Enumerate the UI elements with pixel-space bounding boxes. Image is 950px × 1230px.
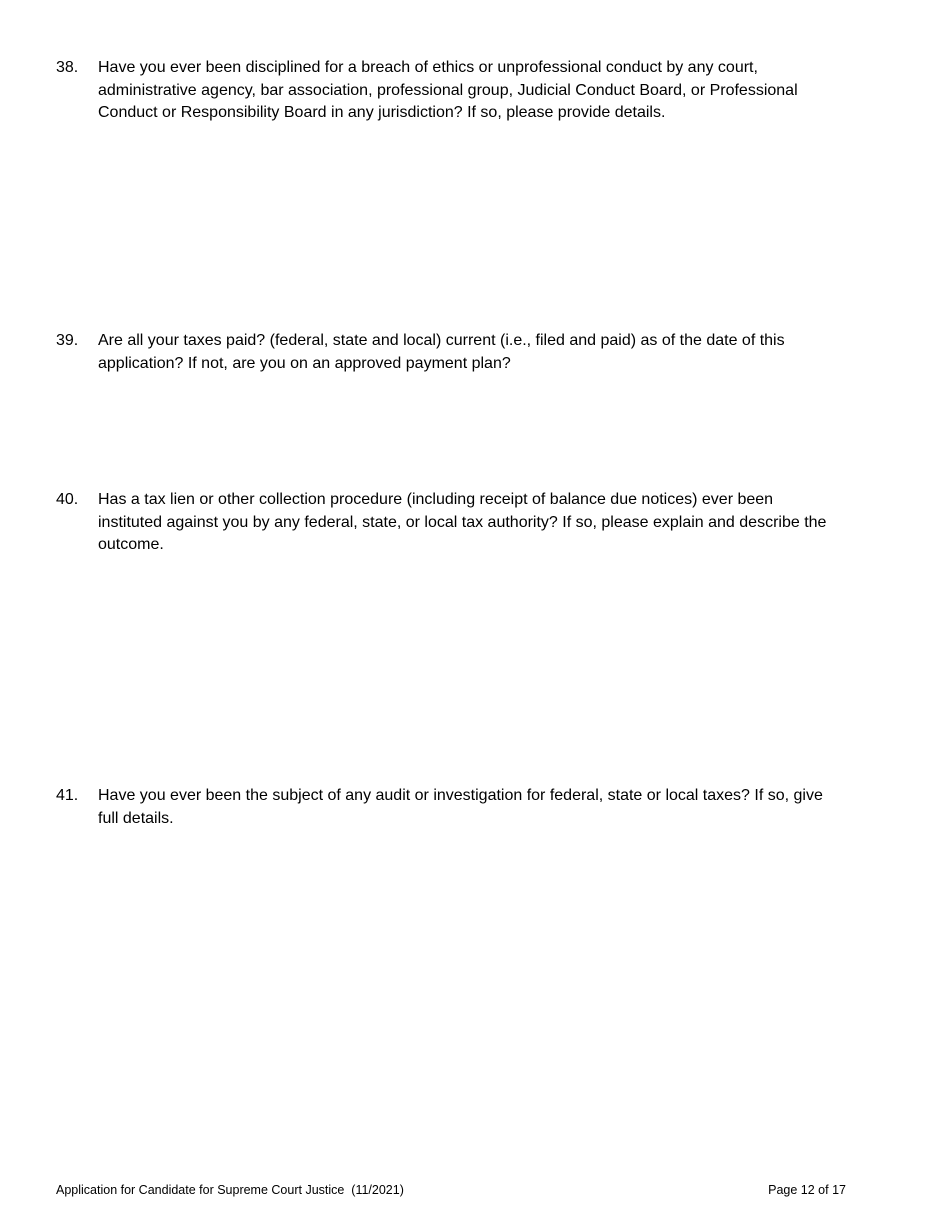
question-number: 38. (56, 59, 79, 76)
question-text: Have you ever been the subject of any audit or investigation for federal, state or local taxes? If so, give full details. (98, 787, 823, 827)
footer-form-title: Application for Candidate for Supreme Court Justice (11/2021) (56, 1183, 404, 1197)
footer-page-number: Page 12 of 17 (768, 1183, 846, 1197)
question-number: 39. (56, 332, 79, 349)
question-41 (56, 785, 892, 830)
question-number: 41. (56, 787, 79, 804)
question-text: Has a tax lien or other collection procedure (including receipt of balance due notices) ever been instituted against you by any federal, state, or local tax authority? If so, please explain and describe the outcome. (98, 491, 827, 553)
question-39 (56, 330, 892, 375)
question-text: Are all your taxes paid? (federal, state and local) current (i.e., filed and paid) as of the date of this application? If not, are you on an approved payment plan? (98, 332, 785, 372)
question-text: Have you ever been disciplined for a breach of ethics or unprofessional conduct by any court, administrative agency, bar association, professional group, Judicial Conduct Board, or Professional Conduct or Responsibility Board in any jurisdiction? If so, please provide details. (98, 59, 798, 121)
question-40 (56, 489, 892, 557)
question-38 (56, 57, 892, 125)
question-number: 40. (56, 491, 79, 508)
